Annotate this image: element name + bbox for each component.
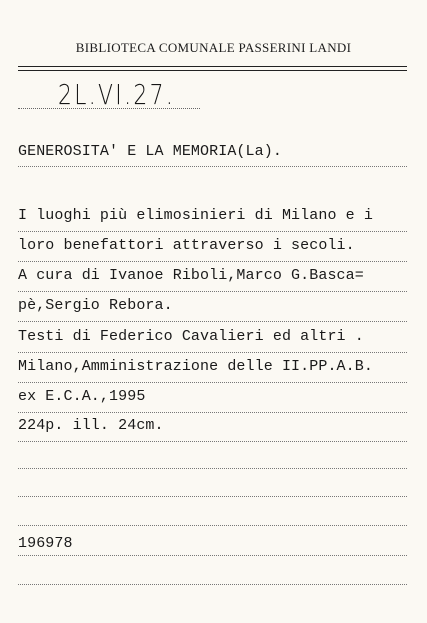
description-line: Testi di Federico Cavalieri ed altri . [18,328,364,345]
dotted-rule [18,321,407,322]
inventory-number: 196978 [18,535,73,552]
dotted-rule [18,382,407,383]
header-rule-bottom [18,70,407,71]
description-line: ex E.C.A.,1995 [18,388,146,405]
dotted-rule [18,525,407,526]
dotted-rule [18,412,407,413]
description-line: Milano,Amministrazione delle II.PP.A.B. [18,358,373,375]
dotted-rule [18,231,407,232]
dotted-rule [18,496,407,497]
description-line: A cura di Ivanoe Riboli,Marco G.Basca= [18,267,364,284]
header-rule-top [18,66,407,67]
dotted-rule [18,291,407,292]
dotted-rule [18,352,407,353]
library-header: BIBLIOTECA COMUNALE PASSERINI LANDI [75,40,352,55]
dotted-rule [18,468,407,469]
dotted-rule [18,555,407,556]
description-line: loro benefattori attraverso i secoli. [18,237,355,254]
shelfmark-rule [18,108,200,109]
shelfmark: 2L.VI.27. [58,78,176,111]
physical-description: 224p. ill. 24cm. [18,417,164,434]
dotted-rule [18,166,407,167]
description-line: I luoghi più elimosinieri di Milano e i [18,207,373,224]
dotted-rule [18,584,407,585]
dotted-rule [18,261,407,262]
dotted-rule [18,441,407,442]
description-line: pè,Sergio Rebora. [18,297,173,314]
title-heading: GENEROSITA' E LA MEMORIA(La). [18,143,282,160]
